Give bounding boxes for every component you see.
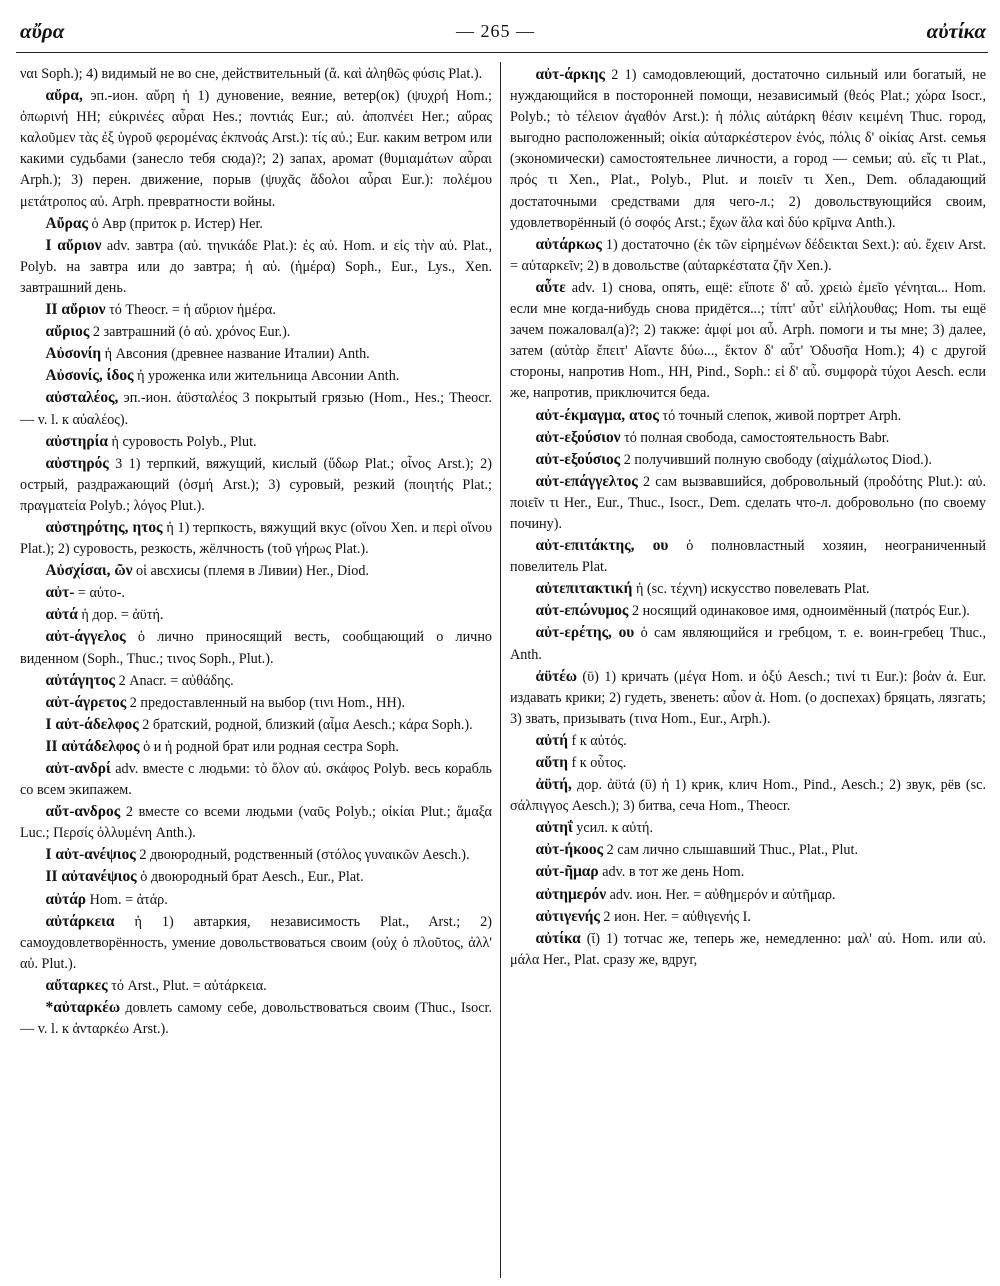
dictionary-entry — [20, 911, 492, 975]
entry-headword: ἀϋτέω — [535, 667, 578, 685]
entry-definition: довлеть самому себе, довольствоваться своим (Thuc., Isocr. — v. l. к ἀνταρκέω Arst.). — [20, 1000, 492, 1038]
dictionary-entry — [510, 405, 986, 427]
dictionary-entry — [20, 692, 492, 714]
entry-headword: αὐτάγητος — [45, 671, 116, 689]
entry-definition: τό полная свобода, самостоятельность Babr. — [624, 429, 890, 446]
dictionary-entry — [20, 866, 492, 888]
dictionary-entry — [20, 670, 492, 692]
dictionary-entry — [20, 365, 492, 387]
entry-headword: αὐσταλέος, — [45, 389, 119, 407]
header-right-headword: αὐτίκα — [926, 18, 986, 43]
dictionary-entry — [510, 427, 986, 449]
entry-definition: 2 сам лично слышавший Thuc., Plat., Plut. — [606, 842, 859, 859]
entry-definition: ἡ Авсония (древнее название Италии) Anth. — [104, 346, 370, 363]
dictionary-entry — [20, 604, 492, 626]
entry-headword: αὐτ-ῆμαρ — [535, 863, 599, 881]
entry-headword: αὕτη — [535, 754, 568, 771]
entry-headword: αὐτ-άρκης — [535, 66, 605, 83]
entry-headword: II αὔριον — [45, 301, 106, 319]
dictionary-entry — [20, 997, 492, 1040]
entry-definition: ναι Soph.); 4) видимый не во сне, действительный (ἄ. καὶ ἀληθῶς φύσις Plat.). — [20, 66, 483, 82]
entry-headword: αὔτ-ανδρος — [45, 803, 121, 821]
entry-headword: αὐστηρός — [45, 454, 109, 472]
entry-headword: αὐτεπιτακτική — [535, 580, 633, 598]
entry-definition: 2 получивший полную свободу (αἰχμάλωτος Diod.). — [623, 451, 932, 468]
entry-definition: 2 завтрашний (ὁ αὐ. χρόνος Eur.). — [92, 324, 291, 341]
dictionary-entry — [20, 801, 492, 844]
entry-definition: ἡ уроженка или жительница Авсонии Anth. — [137, 368, 400, 385]
entry-headword: Αὐσονίη — [45, 345, 102, 363]
entry-definition: adv. 1) снова, опять, ещё: εἴποτε δ' αὖ. χρειὼ ἐμεῖο γένηται... Hom. если мне когда-нибудь снова придётся...; τίπτ' αὖτ' εἰλήλουθας; Hom. ты ещё зачем пожаловал(а)?; 2) также: ἀμφί μοι αὖ. Arph. помоги и ты мне; 3) далее, затем (αὐτὰρ ἔπειτ' Αἴαντε δύω..., ἕκτον δ' αὖτ' Ὀδυσῆα Hom.); 4) с другой стороны, напротив Hom., HH, Pind., Soph.: εἰ δ' αὖ. συμφορὰ τύχοι Aesch. если же, напротив, приключится беда. — [510, 279, 986, 402]
entry-headword: αὐτ-έκμαγμα, ατος — [535, 406, 659, 424]
entry-definition: 2 ион. Her. = αὐθιγενής I. — [603, 908, 751, 925]
dictionary-entry — [20, 758, 492, 801]
dictionary-entry — [510, 64, 986, 234]
dictionary-entry — [510, 730, 986, 752]
entry-definition: τό Arst., Plut. = αὐτάρκεια. — [111, 977, 267, 994]
entry-headword: αὐστηρία — [45, 432, 108, 450]
entry-definition: ἡ дор. = ἀϋτή. — [81, 607, 164, 624]
dictionary-entry — [20, 321, 492, 343]
entry-definition: f к αὐτός. — [571, 732, 627, 749]
entry-definition: ὁ Авр (приток р. Истер) Her. — [91, 215, 263, 232]
entry-definition: ὁ лично приносящий весть, сообщающий о лично виденном (Soph., Thuc.; τινος Soph., Plut.). — [20, 629, 492, 667]
dictionary-entry — [20, 889, 492, 911]
header-left-headword: αὔρα — [20, 18, 65, 43]
entry-headword: αὐτίκα — [535, 929, 581, 947]
entry-headword: αὐτάρκεια — [45, 912, 115, 930]
entry-definition: 2 1) самодовлеющий, достаточно сильный или богатый, не нуждающийся в посторонней помощи, независимый (θεός Plat.; χώρα Isocr., Polyb.; τὸ τέλειον ἀγαθόν Arst.): ἡ πόλις αὐτάρκη θέσιν κειμένη Thuc. город, выгодно расположенный; οἰκία αὐταρκέστερον ἑνός, πόλις δ' οἰκίας Arst. семья (экономически) самостоятельнее личности, а город — семьи; αὐ. εἴς τι Plat., πρός τι Xen., Plat., Polyb., Plut. и ποιεῖν τι Xen., Dem. обладающий достаточными средствами для чего-л.; 2) довольствующийся своим, удовлетворённый (ὁ σοφός Arst.; ἔχων ἅλα καὶ δύο κρῖμνα Anth.). — [510, 67, 986, 231]
page-header — [20, 14, 986, 48]
entry-headword: I αὐτ-ανέψιος — [45, 846, 136, 864]
dictionary-entry — [20, 582, 492, 604]
dictionary-entry — [510, 234, 986, 277]
dictionary-entry — [510, 752, 986, 774]
entry-headword: αὐτ-ήκοος — [535, 841, 604, 859]
dictionary-entry — [510, 884, 986, 906]
dictionary-entry — [510, 600, 986, 622]
entry-definition: 2 предоставленный на выбор (τινι Hom., HH). — [129, 694, 406, 711]
dictionary-entry — [20, 453, 492, 517]
entry-headword: αὐστηρότης, ητος — [45, 518, 163, 536]
entry-headword: αὐτ- — [45, 584, 75, 602]
entry-headword: αὐτάρ — [45, 890, 87, 908]
dictionary-entry — [20, 560, 492, 582]
dictionary-entry — [510, 535, 986, 578]
dictionary-entry — [510, 817, 986, 839]
entry-headword: *αὐταρκέω — [45, 999, 121, 1017]
entry-definition: = αὐτο-. — [77, 585, 125, 602]
dictionary-entry — [510, 861, 986, 883]
entry-headword: αὔταρκες — [45, 976, 108, 994]
entry-definition: ὁ сам являющийся и гребцом, т. е. воин-гребец Thuc., Anth. — [510, 625, 986, 663]
dictionary-entry — [20, 235, 492, 299]
dictionary-entry — [20, 844, 492, 866]
entry-headword: II αὐτάδελφος — [45, 737, 140, 755]
entry-definition: дор. ἀϋτά (ῡ) ἡ 1) крик, клич Hom., Pind., Aesch.; 2) звук, рёв (sc. σάλπιγγος Aesch.); 3) битва, сеча Hom., Theocr. — [510, 777, 986, 815]
entry-headword: αὔρα, — [45, 87, 83, 105]
entry-headword: ἀϋτή, — [535, 776, 572, 794]
entry-definition: τό Theocr. = ἡ αὔριον ἡμέρα. — [109, 302, 276, 319]
entry-headword: I αὐτ-άδελφος — [45, 715, 139, 733]
dictionary-entry — [20, 626, 492, 669]
entry-definition: 2 Anacr. = αὐθάδης. — [118, 672, 234, 689]
entry-headword: αὐτηΐ — [535, 819, 573, 837]
dictionary-entry — [510, 449, 986, 471]
entry-definition: οἱ авсхисы (племя в Ливии) Her., Diod. — [136, 563, 369, 580]
entry-definition: f к οὗτος. — [571, 755, 627, 771]
entry-headword: αὐτ-επάγγελτος — [535, 472, 638, 490]
dictionary-entry — [510, 471, 986, 535]
entry-definition: ἡ 1) терпкость, вяжущий вкус (οἴνου Xen. и περὶ οἴνου Plat.); 2) суровость, резкость, жёлчность (τοῦ γήρως Plat.). — [20, 519, 492, 558]
entry-headword: Αὐσχίσαι, ῶν — [45, 562, 133, 580]
dictionary-entry — [20, 975, 492, 997]
dictionary-entry — [20, 343, 492, 365]
entry-headword: αὖτε — [535, 278, 566, 296]
dictionary-entry — [20, 299, 492, 321]
entry-headword: αὐτημερόν — [535, 885, 607, 903]
entry-definition: ἡ суровость Polyb., Plut. — [111, 433, 257, 450]
dictionary-entry — [20, 714, 492, 736]
entry-headword: αὐτή — [535, 731, 568, 749]
entry-definition: (ῐ) 1) тотчас же, теперь же, немедленно: μαλ' αὐ. Hom. или αὐ. μάλα Her., Plat. сразу же, вдруг, — [510, 930, 986, 968]
entry-headword: αὔριος — [45, 323, 90, 341]
dictionary-entry — [20, 213, 492, 235]
header-rule — [16, 52, 988, 53]
entry-definition: adv. ион. Her. = αὐθημερόν и αὐτῆμαρ. — [609, 886, 836, 903]
entry-definition: ὁ полновластный хозяин, неограниченный повелитель Plat. — [510, 538, 986, 576]
dictionary-entry — [20, 64, 492, 85]
entry-definition: Hom. = ἀτάρ. — [89, 891, 168, 908]
entry-definition: эп.-ион. ἀϋσταλέος 3 покрытый грязью (Hom., Hes.; Theocr. — v. l. к αὐαλέος). — [20, 390, 492, 428]
entry-definition: 2 двоюродный, родственный (στόλος γυναικῶν Aesch.). — [139, 847, 470, 864]
dictionary-entry — [510, 774, 986, 817]
entry-definition: adv. вместе с людьми: τὸ ὅλον αὐ. σκάφος Polyb. весь корабль со всем экипажем. — [20, 761, 492, 799]
entry-headword: αὐτ-εξούσιον — [535, 428, 621, 446]
entry-definition: 3 1) терпкий, вяжущий, кислый (ὕδωρ Plat.; οἶνος Arst.); 2) острый, раздражающий (ὀσμή Arst.); 3) суровый, резкий (ποιητής Plat.; πραγματεία Polyb.; λόγος Plut.). — [20, 455, 492, 514]
entry-headword: αὐτ-επώνυμος — [535, 602, 629, 620]
entry-headword: αὐτ-άγγελος — [45, 628, 126, 646]
entry-definition: 1) достаточно (ἐκ τῶν εἰρημένων δέδεικται Sext.): αὐ. ἔχειν Arst. = αὐταρκεῖν; 2) в довольстве (αὐταρκέστατα ζῆν Xen.). — [510, 236, 986, 274]
entry-definition: ὁ и ἡ родной брат или родная сестра Soph. — [143, 738, 399, 755]
entry-definition: ἡ (sc. τέχνη) искусство повелевать Plat. — [635, 581, 870, 598]
entry-definition: усил. к αὐτή. — [576, 820, 654, 837]
dictionary-entry — [20, 736, 492, 758]
dictionary-entry — [20, 517, 492, 560]
entry-headword: αὐτ-άγρετος — [45, 693, 127, 711]
entry-headword: Αὔρας — [45, 214, 88, 232]
dictionary-entry — [20, 431, 492, 453]
entry-definition: 2 братский, родной, близкий (αἷμα Aesch.; κάρα Soph.). — [142, 716, 473, 733]
entry-headword: αὐτ-ανδρί — [45, 760, 111, 777]
entry-headword: αὐτά — [45, 606, 78, 624]
entry-definition: эп.-ион. αὔρη ἡ 1) дуновение, веяние, ветер(ок) (ψυχρή Hom.; ὀπωρινή HH; εὐκρινέες αὖραι Hes.; ποντιάς Eur.; αὐ. ἀποπνέει Her.; αὔρας καλοῦμεν τὰς ἐξ ὑγροῦ φερομένας ἐκπνοάς Arst.): τίς αὐ.; Eur. каким ветром или какими судьбами (занесло тебя сюда)?; 2) запах, аромат (θυμιαμάτων αὖραι Arph.); 3) перен. движение, порыв (ψυχᾶς ἄδολοι αὖραι Eur.): πολέμου μετάτροπος αὐ. Arph. превратности войны. — [20, 88, 492, 210]
dictionary-entry — [510, 622, 986, 665]
entry-definition: τό точный слепок, живой портрет Arph. — [662, 407, 902, 424]
dictionary-entry — [20, 387, 492, 430]
dictionary-entry — [510, 928, 986, 971]
dictionary-entry — [510, 839, 986, 861]
entry-headword: αὐτ-επιτάκτης, ου — [535, 537, 669, 555]
entry-headword: Αὐσονίς, ίδος — [45, 367, 134, 385]
entry-definition: 2 вместе со всеми людьми (ναῦς Polyb.; οἰκίαι Plut.; ἅμαξα Luc.; Περσίς ὀλλυμένη Anth.). — [20, 804, 492, 842]
entry-definition: ὁ двоюродный брат Aesch., Eur., Plat. — [140, 869, 364, 886]
entry-headword: II αὐτανέψιος — [45, 868, 137, 886]
dictionary-entry — [510, 578, 986, 600]
entry-definition: adv. в тот же день Hom. — [602, 864, 745, 881]
dictionary-entry — [510, 277, 986, 405]
entry-headword: I αὔριον — [45, 236, 102, 254]
entry-definition: (ῡ) 1) кричать (μέγα Hom. и ὀξύ Aesch.; τινί τι Eur.): βοὰν ἀ. Eur. издавать крики; 2) гудеть, звенеть: αὖον ἀ. Hom. (о доспехах) бряцать, лязгать; 3) звать, призывать (τινα Hom., Eur., Arph.). — [510, 668, 986, 727]
dictionary-entry — [20, 85, 492, 213]
column-divider — [500, 62, 501, 1278]
entry-definition: 2 носящий одинаковое имя, одноимённый (πατρός Eur.). — [631, 603, 970, 620]
right-column — [510, 64, 986, 1278]
dictionary-entry — [510, 666, 986, 730]
entry-definition: 2 сам вызвавшийся, добровольный (προδότης Plut.): αὐ. ποιεῖν τι Her., Eur., Thuc., Isocr., Dem. сделать что-л. добровольно (по своему почину). — [510, 473, 986, 532]
dictionary-entry — [510, 906, 986, 928]
entry-headword: αὐτ-εξούσιος — [535, 450, 621, 468]
left-column — [20, 64, 492, 1278]
entry-definition: ἡ 1) автаркия, независимость Plat., Arst.; 2) самоудовлетворённость, умение довольствоваться своим (οὐχ ὁ πλοῦτος, ἀλλ' αὐ. Plut.). — [20, 913, 492, 972]
entry-headword: αὐτάρκως — [535, 235, 602, 253]
entry-definition: adv. завтра (αὐ. τηνικάδε Plat.): ἐς αὐ. Hom. и εἰς τὴν αὐ. Plat., Polyb. на завтра или до завтра; ἡ αὐ. (ἡμέρα) Soph., Eur., Lys., Xen. завтрашний день. — [20, 237, 492, 296]
entry-headword: αὐτ-ερέτης, ου — [535, 624, 635, 642]
entry-headword: αὐτιγενής — [535, 907, 600, 925]
page-number: — 265 — — [455, 20, 535, 41]
